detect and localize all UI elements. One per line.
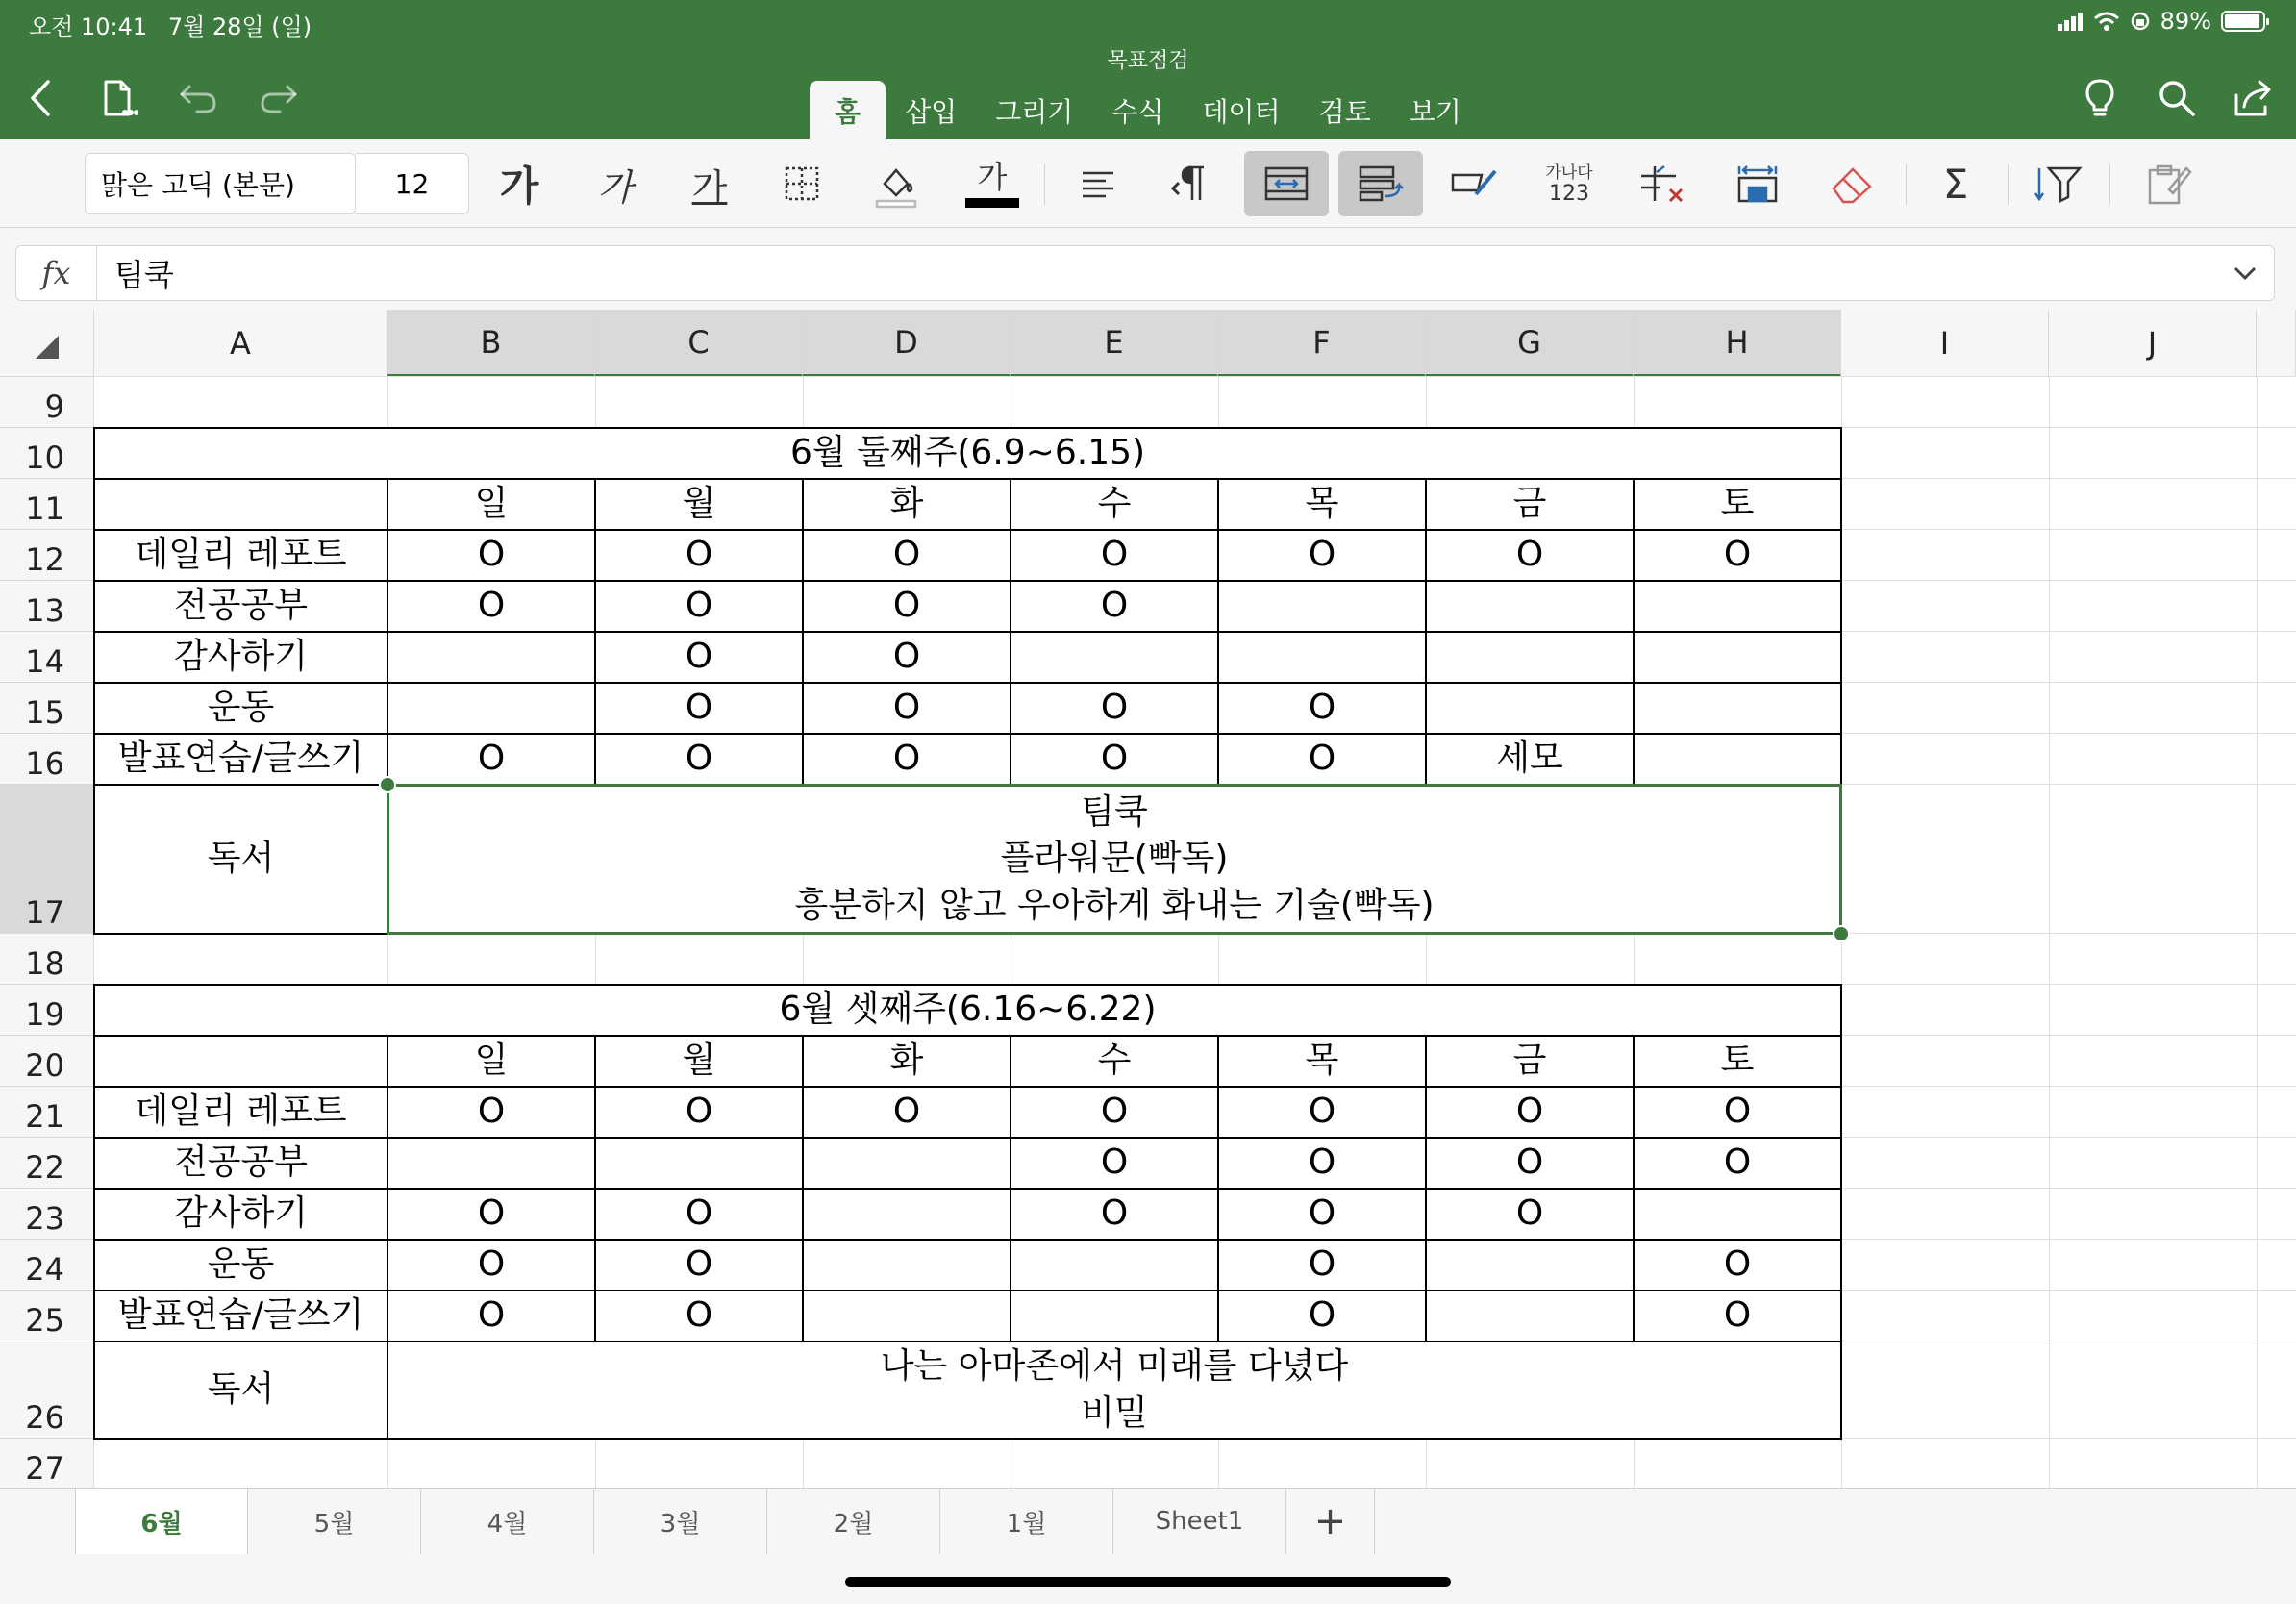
row-header-27[interactable]: 27	[0, 1439, 94, 1488]
autosum-button[interactable]: Σ	[1942, 160, 1969, 208]
column-header-filler	[2257, 310, 2296, 377]
formula-bar	[0, 228, 2296, 310]
chevron-down-icon	[2233, 265, 2258, 281]
task-cell[interactable]: O	[1100, 1142, 1129, 1183]
table-col-border	[1633, 1036, 1635, 1341]
reading-book-line: 팀쿡	[1081, 791, 1148, 832]
column-header-b[interactable]: B	[387, 310, 595, 377]
font-size-field[interactable]: 12	[356, 153, 469, 214]
font-color-button[interactable]	[950, 151, 1035, 216]
task-cell[interactable]: O	[1723, 1295, 1752, 1336]
task-cell[interactable]: O	[477, 1295, 506, 1336]
task-label[interactable]: 전공공부	[173, 1142, 309, 1183]
eraser-icon	[1828, 163, 1876, 204]
column-header-j[interactable]: J	[2049, 310, 2257, 377]
task-cell[interactable]: O	[892, 586, 921, 626]
tab-draw[interactable]: 그리기	[995, 95, 1074, 128]
row-header-24[interactable]: 24	[0, 1240, 94, 1291]
table-col-border	[1425, 479, 1427, 785]
borders-icon	[783, 164, 821, 203]
row-header-20[interactable]: 20	[0, 1036, 94, 1087]
day-header[interactable]: 목	[1305, 1040, 1339, 1081]
sheet-tab-2[interactable]: 5월	[248, 1489, 421, 1554]
table-col-border	[387, 1036, 388, 1439]
sheet-tab-5[interactable]: 2월	[767, 1489, 940, 1554]
toolbar-divider	[1044, 164, 1045, 205]
task-cell[interactable]: O	[1308, 1091, 1336, 1132]
task-cell[interactable]: O	[1723, 1244, 1752, 1285]
font-color-swatch	[965, 198, 1019, 208]
bold-button[interactable]: 가	[499, 163, 539, 210]
align-left-button[interactable]	[1056, 151, 1140, 216]
table-col-border	[1010, 1036, 1011, 1341]
day-header[interactable]: 월	[682, 484, 716, 524]
status-indicators	[2057, 8, 2265, 35]
task-cell[interactable]: O	[1100, 1193, 1129, 1234]
ribbon-tabs	[810, 81, 1481, 139]
table-col-border	[1633, 479, 1635, 785]
task-cell[interactable]: O	[477, 535, 506, 575]
document-title: 목표점검	[1107, 49, 1189, 73]
task-cell[interactable]: O	[892, 688, 921, 728]
formula-box	[15, 245, 2275, 301]
table-col-border	[1217, 479, 1219, 785]
format-cells-button[interactable]	[1715, 151, 1800, 216]
task-cell[interactable]: O	[1515, 1193, 1544, 1234]
paint-bucket-icon	[871, 159, 921, 209]
day-header[interactable]: 토	[1720, 484, 1755, 524]
tab-view[interactable]: 보기	[1409, 95, 1461, 128]
table-col-border	[802, 479, 804, 785]
selection-handle-top-left[interactable]	[379, 776, 396, 793]
delete-cells-button[interactable]	[1621, 151, 1706, 216]
column-header-c[interactable]: C	[595, 310, 803, 377]
sheet-tab-1[interactable]: 6월	[75, 1489, 248, 1554]
formula-input[interactable]: 팀쿡	[114, 257, 174, 293]
task-cell[interactable]: O	[1723, 1142, 1752, 1183]
battery-percent: 89%	[2159, 8, 2211, 35]
reading-book-line: 비밀	[1081, 1392, 1148, 1433]
font-color-glyph: 가	[977, 159, 1008, 195]
column-header-g[interactable]: G	[1426, 310, 1634, 377]
tab-home[interactable]: 홈	[810, 81, 886, 139]
task-cell[interactable]: O	[892, 739, 921, 779]
selection-outline	[387, 784, 1842, 935]
row-header-17[interactable]: 17	[0, 785, 94, 934]
column-header-e[interactable]: E	[1011, 310, 1218, 377]
number-format-bottom: 123	[1549, 182, 1589, 206]
day-header[interactable]: 수	[1097, 484, 1132, 524]
task-cell[interactable]: O	[685, 1244, 713, 1285]
row-header-13[interactable]: 13	[0, 581, 94, 632]
undo-button[interactable]	[175, 73, 221, 123]
row-header-18[interactable]: 18	[0, 934, 94, 985]
table-row-border	[94, 733, 1841, 735]
sheet-tab-3[interactable]: 4월	[421, 1489, 594, 1554]
column-header-h[interactable]: H	[1634, 310, 1841, 377]
table-row-border	[94, 1086, 1841, 1088]
task-cell[interactable]: O	[1515, 535, 1544, 575]
task-cell[interactable]: O	[685, 1091, 713, 1132]
task-cell[interactable]: O	[1723, 1091, 1752, 1132]
week-title: 6월 셋째주(6.16~6.22)	[779, 990, 1157, 1030]
task-cell[interactable]: O	[1308, 1142, 1336, 1183]
reading-label[interactable]: 독서	[207, 1369, 275, 1410]
orientation-lock-icon	[2130, 11, 2151, 32]
day-header[interactable]: 화	[889, 1040, 924, 1081]
task-cell[interactable]: O	[477, 1091, 506, 1132]
share-icon	[2233, 78, 2275, 118]
task-label[interactable]: 전공공부	[173, 586, 309, 626]
toolbar-divider	[2109, 164, 2110, 205]
table-row-border	[94, 631, 1841, 633]
table-col-border	[1010, 479, 1011, 785]
toolbar-divider	[2008, 164, 2009, 205]
day-header[interactable]: 목	[1305, 484, 1339, 524]
borders-button[interactable]	[760, 151, 844, 216]
task-label[interactable]: 데일리 레포트	[135, 1091, 347, 1132]
ribbon-toolbar	[0, 139, 2296, 228]
underline-button[interactable]: 가	[691, 165, 728, 209]
day-header[interactable]: 화	[889, 484, 924, 524]
table-col-border	[594, 479, 596, 785]
task-cell[interactable]: O	[685, 586, 713, 626]
task-cell[interactable]: O	[685, 688, 713, 728]
task-cell[interactable]: O	[477, 1244, 506, 1285]
task-cell[interactable]: O	[1308, 688, 1336, 728]
clipboard-icon	[2144, 161, 2194, 207]
redo-button[interactable]	[256, 73, 302, 123]
reading-label[interactable]: 독서	[207, 839, 275, 879]
merge-cells-button[interactable]	[1244, 151, 1329, 216]
task-cell[interactable]: O	[892, 1091, 921, 1132]
expand-formula-button[interactable]	[2216, 265, 2274, 281]
delete-cells-icon	[1637, 163, 1689, 205]
task-cell[interactable]: O	[892, 535, 921, 575]
task-cell[interactable]: O	[1515, 1091, 1544, 1132]
align-left-icon	[1079, 167, 1117, 200]
task-label[interactable]: 운동	[207, 688, 275, 728]
app-header	[0, 0, 2296, 139]
toolbar-divider	[1906, 164, 1907, 205]
task-cell[interactable]: O	[685, 1295, 713, 1336]
number-format-button[interactable]	[1527, 151, 1611, 216]
task-cell[interactable]: 세모	[1496, 739, 1563, 779]
row-header-21[interactable]: 21	[0, 1087, 94, 1138]
reading-book-line: 나는 아마존에서 미래를 다녔다	[880, 1345, 1349, 1386]
add-sheet-button[interactable]: +	[1286, 1489, 1375, 1554]
table-row-border	[94, 682, 1841, 684]
task-label[interactable]: 데일리 레포트	[135, 535, 347, 575]
tab-data[interactable]: 데이터	[1202, 95, 1281, 128]
table-row-border	[94, 478, 1841, 480]
lightbulb-icon	[2084, 77, 2116, 119]
tab-formulas[interactable]: 수식	[1111, 95, 1164, 128]
column-header-a[interactable]: A	[94, 310, 387, 377]
paintbrush-icon	[1449, 163, 1501, 204]
table-row-border	[94, 1035, 1841, 1037]
task-cell[interactable]: O	[1308, 1193, 1336, 1234]
column-header-i[interactable]: I	[1841, 310, 2049, 377]
row-header-26[interactable]: 26	[0, 1341, 94, 1439]
task-cell[interactable]: O	[685, 637, 713, 677]
merge-cells-icon	[1262, 164, 1310, 203]
task-label[interactable]: 운동	[207, 1244, 275, 1285]
tab-review[interactable]: 검토	[1318, 95, 1371, 128]
reading-book-line: 플라워문(빡독)	[1000, 839, 1229, 879]
paragraph-direction-button[interactable]	[1148, 151, 1233, 216]
task-cell[interactable]: O	[477, 739, 506, 779]
home-indicator	[845, 1577, 1451, 1587]
redo-icon	[259, 81, 299, 115]
task-cell[interactable]: O	[1100, 535, 1129, 575]
task-label[interactable]: 발표연습/글쓰기	[117, 1295, 364, 1336]
row-header-23[interactable]: 23	[0, 1189, 94, 1240]
day-header[interactable]: 수	[1097, 1040, 1132, 1081]
table-col-border	[802, 1036, 804, 1341]
status-date: 7월 28일 (일)	[167, 13, 312, 40]
selection-handle-bottom-right[interactable]	[1833, 925, 1850, 942]
task-label[interactable]: 감사하기	[173, 1193, 309, 1234]
day-header[interactable]: 금	[1512, 484, 1547, 524]
task-cell[interactable]: O	[1100, 586, 1129, 626]
battery-icon	[2221, 11, 2265, 32]
table-col-border	[1425, 1036, 1427, 1341]
sort-filter-button[interactable]	[2015, 151, 2100, 216]
spreadsheet-grid[interactable]	[0, 310, 2296, 1488]
task-cell[interactable]: O	[1308, 535, 1336, 575]
table-col-border	[594, 1036, 596, 1341]
task-cell[interactable]: O	[685, 1193, 713, 1234]
task-cell[interactable]: O	[685, 535, 713, 575]
day-header[interactable]: 금	[1512, 1040, 1547, 1081]
task-cell[interactable]: O	[1100, 688, 1129, 728]
reading-book-line: 흥분하지 않고 우아하게 화내는 기술(빡독)	[794, 885, 1435, 925]
select-all-button[interactable]	[0, 310, 94, 377]
font-name-field[interactable]: 맑은 고딕 (본문)	[85, 153, 356, 214]
fill-color-button[interactable]	[854, 151, 938, 216]
column-header-d[interactable]: D	[803, 310, 1011, 377]
cell-styles-button[interactable]	[1433, 151, 1517, 216]
task-cell[interactable]: O	[1515, 1142, 1544, 1183]
sheet-tab-4[interactable]: 3월	[594, 1489, 767, 1554]
share-button[interactable]	[2231, 73, 2277, 123]
sheet-tab-7[interactable]: Sheet1	[1113, 1489, 1286, 1554]
table-border	[93, 984, 1842, 1440]
table-row-border	[94, 1137, 1841, 1139]
day-header[interactable]: 일	[474, 484, 509, 524]
wrap-text-button[interactable]	[1338, 151, 1423, 216]
column-header-f[interactable]: F	[1218, 310, 1426, 377]
search-button[interactable]	[2156, 73, 2198, 123]
row-header-14[interactable]: 14	[0, 632, 94, 683]
task-cell[interactable]: O	[892, 637, 921, 677]
wrap-text-icon	[1357, 163, 1405, 204]
sort-filter-icon	[2032, 163, 2084, 205]
clipboard-button[interactable]	[2127, 151, 2211, 216]
day-header[interactable]: 토	[1720, 1040, 1755, 1081]
table-row-border	[94, 1188, 1841, 1190]
row-header-16[interactable]: 16	[0, 734, 94, 785]
chevron-left-icon	[27, 78, 54, 118]
task-cell[interactable]: O	[1100, 1091, 1129, 1132]
task-cell[interactable]: O	[1308, 739, 1336, 779]
task-cell[interactable]: O	[477, 586, 506, 626]
day-header[interactable]: 월	[682, 1040, 716, 1081]
gridline-horizontal	[94, 376, 2296, 377]
task-label[interactable]: 발표연습/글쓰기	[117, 739, 364, 779]
search-icon	[2157, 78, 2197, 118]
undo-icon	[178, 81, 218, 115]
task-cell[interactable]: O	[1723, 535, 1752, 575]
status-time: 오전 10:41	[29, 13, 148, 40]
number-format-top: 가나다	[1545, 163, 1593, 183]
function-button[interactable]: fx	[16, 246, 97, 300]
signal-icon	[2057, 12, 2084, 31]
table-col-border	[1217, 1036, 1219, 1341]
format-cells-icon	[1734, 163, 1782, 205]
row-header-15[interactable]: 15	[0, 683, 94, 734]
day-header[interactable]: 일	[474, 1040, 509, 1081]
task-cell[interactable]: O	[477, 1193, 506, 1234]
table-row-border	[94, 529, 1841, 531]
back-button[interactable]	[21, 73, 60, 123]
file-icon	[100, 78, 138, 118]
task-cell[interactable]: O	[1100, 739, 1129, 779]
wifi-icon	[2093, 11, 2120, 32]
row-header-19[interactable]: 19	[0, 985, 94, 1036]
clear-button[interactable]	[1809, 151, 1894, 216]
task-cell[interactable]: O	[1308, 1244, 1336, 1285]
row-header-10[interactable]: 10	[0, 428, 94, 479]
row-header-25[interactable]: 25	[0, 1291, 94, 1341]
status-time-date	[29, 8, 312, 41]
file-button[interactable]	[96, 73, 142, 123]
row-header-12[interactable]: 12	[0, 530, 94, 581]
row-header-22[interactable]: 22	[0, 1138, 94, 1189]
table-row-border	[94, 1290, 1841, 1291]
row-header-11[interactable]: 11	[0, 479, 94, 530]
sheet-tab-6[interactable]: 1월	[940, 1489, 1113, 1554]
paragraph-direction-icon	[1169, 163, 1211, 204]
task-cell[interactable]: O	[685, 739, 713, 779]
table-row-border	[94, 1341, 1841, 1342]
tell-me-button[interactable]	[2081, 73, 2119, 123]
row-header-9[interactable]: 9	[0, 377, 94, 428]
week-title: 6월 둘째주(6.9~6.15)	[789, 433, 1146, 473]
italic-button[interactable]: 가	[597, 165, 634, 209]
task-label[interactable]: 감사하기	[173, 637, 309, 677]
table-row-border	[94, 1239, 1841, 1241]
task-cell[interactable]: O	[1308, 1295, 1336, 1336]
tab-insert[interactable]: 삽입	[905, 95, 958, 128]
table-row-border	[94, 580, 1841, 582]
